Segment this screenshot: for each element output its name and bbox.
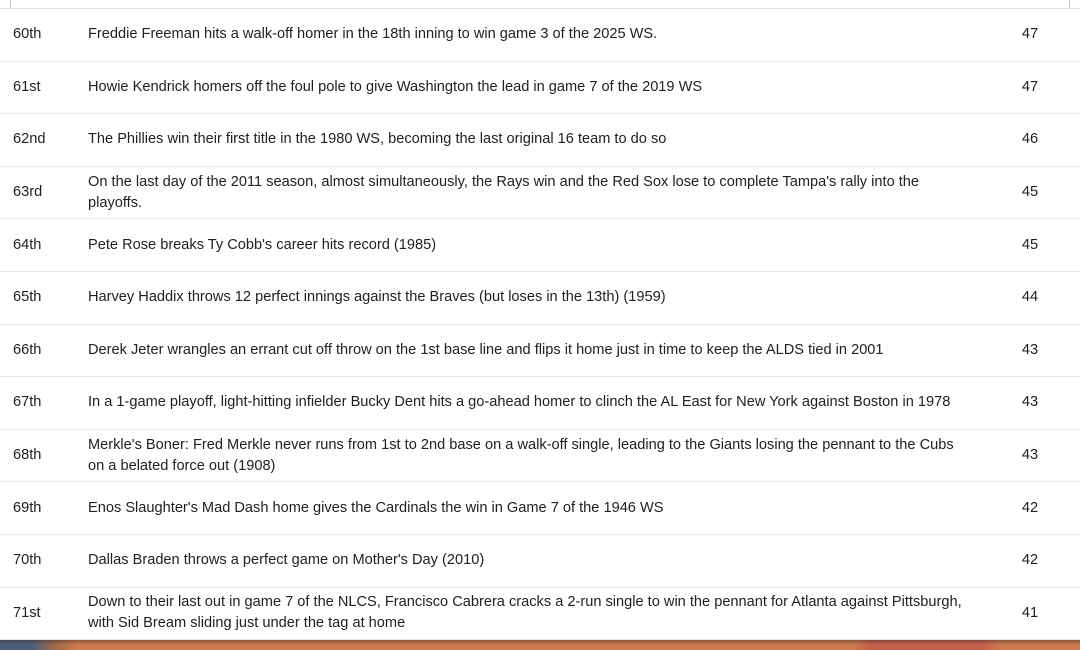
description-cell: In a 1-game playoff, light-hitting infielder Bucky Dent hits a go-ahead homer to clinch the AL East for New York against Boston in 1978	[88, 394, 951, 411]
votes-cell: 45	[1021, 236, 1039, 253]
description-cell: Enos Slaughter's Mad Dash home gives the Cardinals the win in Game 7 of the 1946 WS	[88, 499, 664, 516]
table-row[interactable]	[0, 272, 1080, 325]
table-row[interactable]	[0, 482, 1080, 535]
rank-cell: 69th	[13, 499, 42, 516]
table-row[interactable]	[0, 114, 1080, 167]
description-cell: The Phillies win their first title in the 1980 WS, becoming the last original 16 team to do so	[88, 131, 667, 148]
votes-cell: 41	[1021, 604, 1039, 621]
rank-cell: 70th	[13, 552, 42, 569]
rank-cell: 65th	[13, 289, 42, 306]
rank-cell: 67th	[13, 394, 42, 411]
votes-cell: 43	[1021, 394, 1039, 411]
rank-cell: 71st	[13, 604, 41, 621]
table-row[interactable]	[0, 167, 1080, 220]
votes-cell: 47	[1021, 26, 1039, 43]
rank-cell: 62nd	[13, 131, 46, 148]
rank-cell: 68th	[13, 447, 42, 464]
table-row[interactable]	[0, 325, 1080, 378]
description-cell: Merkle's Boner: Fred Merkle never runs from 1st to 2nd base on a walk-off single, leading to the Giants losing the pennant to the Cubs on a belated force out (1908)	[88, 436, 954, 474]
votes-cell: 44	[1021, 289, 1039, 306]
description-cell: Dallas Braden throws a perfect game on Mother's Day (2010)	[88, 552, 485, 569]
table-row[interactable]	[0, 377, 1080, 430]
description-cell: Harvey Haddix throws 12 perfect innings against the Braves (but loses in the 13th) (1959)	[88, 289, 666, 306]
rank-cell: 61st	[13, 78, 41, 95]
table-left-border	[10, 0, 11, 8]
table-row[interactable]	[0, 9, 1080, 62]
votes-cell: 42	[1021, 552, 1039, 569]
votes-cell: 47	[1021, 78, 1039, 95]
table-row[interactable]	[0, 535, 1080, 588]
table-row[interactable]	[0, 430, 1080, 483]
votes-cell: 45	[1021, 184, 1039, 201]
table-right-border	[1069, 0, 1070, 8]
rank-cell: 66th	[13, 341, 42, 358]
votes-cell: 43	[1021, 447, 1039, 464]
table-row[interactable]	[0, 219, 1080, 272]
bottom-image-strip	[0, 640, 1080, 650]
description-cell: Freddie Freeman hits a walk-off homer in the 18th inning to win game 3 of the 2025 WS.	[88, 26, 658, 43]
description-cell: Down to their last out in game 7 of the NLCS, Francisco Cabrera cracks a 2-run single to win the pennant for Atlanta against Pittsburgh, with Sid Bream sliding just under the tag at home	[88, 594, 962, 632]
table-row[interactable]	[0, 588, 1080, 641]
description-cell: On the last day of the 2011 season, almost simultaneously, the Rays win and the Red Sox lose to complete Tampa's rally into the playoffs.	[88, 173, 920, 211]
votes-cell: 43	[1021, 341, 1039, 358]
rank-cell: 64th	[13, 236, 42, 253]
votes-cell: 42	[1021, 499, 1039, 516]
rank-cell: 63rd	[13, 184, 43, 201]
votes-cell: 46	[1021, 131, 1039, 148]
description-cell: Pete Rose breaks Ty Cobb's career hits record (1985)	[88, 236, 437, 253]
rank-cell: 60th	[13, 26, 42, 43]
previous-row-sliver	[0, 0, 1080, 9]
rankings-table	[0, 9, 1080, 640]
description-cell: Howie Kendrick homers off the foul pole to give Washington the lead in game 7 of the 2019 WS	[88, 78, 703, 95]
table-row[interactable]	[0, 62, 1080, 115]
description-cell: Derek Jeter wrangles an errant cut off throw on the 1st base line and flips it home just in time to keep the ALDS tied in 2001	[88, 341, 884, 358]
